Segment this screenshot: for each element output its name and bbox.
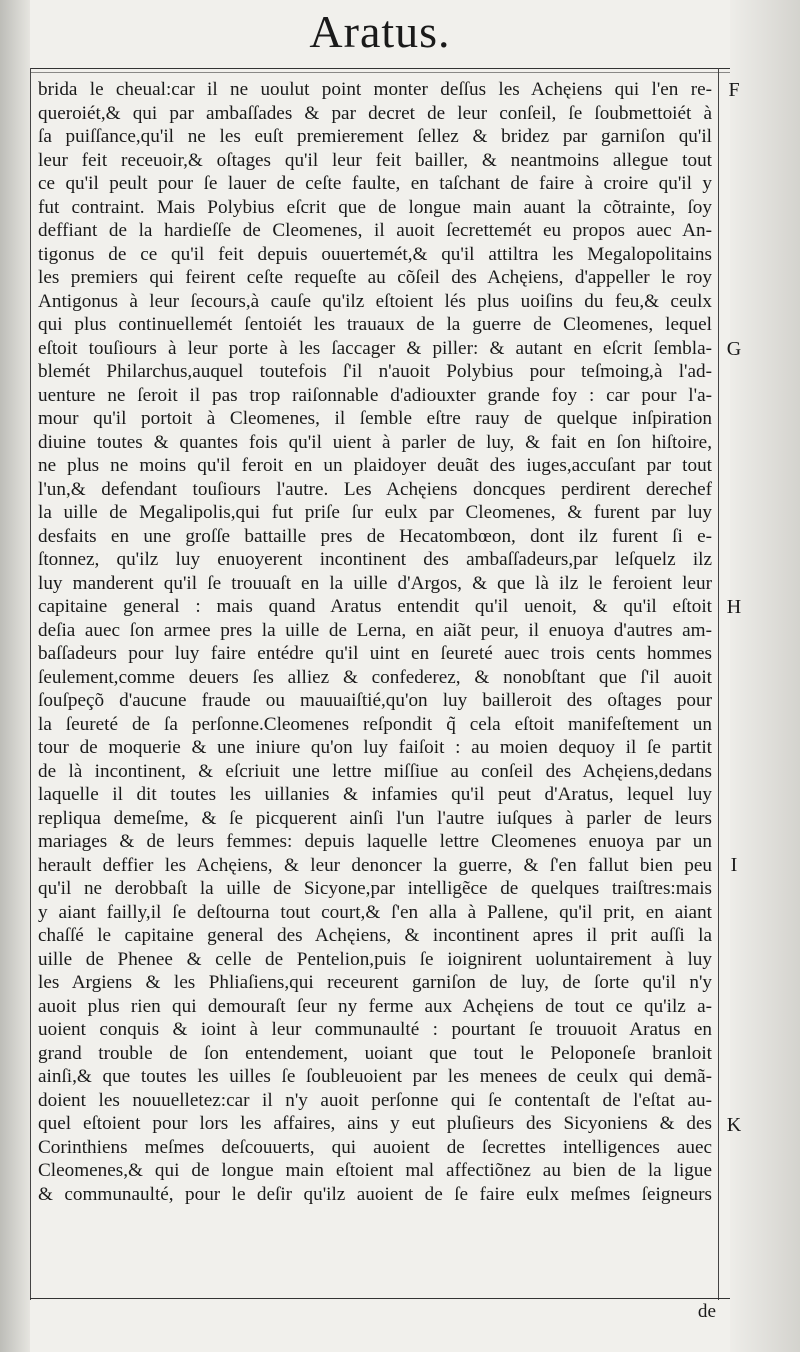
right-margin [730,0,800,1352]
text-line: ſa puiſſance,qu'il ne les euſt premierement ſellez & bridez par garniſon qu'il [38,126,712,147]
text-line: les Argiens & les Phliaſiens,qui receurent garniſon de luy, de ſorte qu'il n'y [38,972,712,993]
text-line: capitaine general : mais quand Aratus entendit qu'il uenoit, & qu'il eſtoit [38,596,712,617]
left-frame-rule [30,68,31,1300]
text-line: uenture ne ſeroit il pas trop raiſonnable d'adiouxter grande foy : car pour l'a- [38,384,712,406]
text-line: l'un,& defendant touſiours l'autre. Les Achęiens doncques perdirent derechef [38,478,712,500]
text-line: y aiant failly,il ſe deſtourna tout court,& ſ'en alla à Pallene, qu'il prit, en aiant [38,901,712,923]
text-line: grand trouble de ſon entendement, uoiant que tout le Peloponeſe branloit [38,1042,712,1064]
margin-letter-h: H [726,596,742,618]
text-line: ainſi,& que toutes les uilles ſe ſoubleuoient par les menees de ceulx qui demã- [38,1066,712,1087]
text-line: deffiant de la hardieſſe de Cleomenes, il auoit ſecrettemét eu propos auec An- [38,220,712,241]
text-line: Cleomenes,& qui de longue main eſtoient mal affectiõnez au bien de la ligue [38,1160,712,1181]
bottom-rule [30,1298,730,1299]
margin-letter-g: G [726,338,742,360]
text-line: qui plus continuellemét ſentoiét les trauaux de la guerre de Cleomenes, lequel [38,314,712,335]
text-line: ce qu'il peult pour ſe lauer de ceſte faulte, en taſchant de faire à croire qu'il y [38,173,712,194]
text-line: baſſadeurs pour luy faire entédre qu'il uint en ſeureté auec trois cents hommes [38,643,712,664]
text-line: tigonus de ce qu'il feit depuis ouuertemét,& qu'il attiltra les Megalopolitains [38,243,712,265]
text-line: eſtoit touſiours à leur porte à les ſaccager & piller: & autant en eſcrit ſembla- [38,337,712,359]
text-line: mour qu'il portoit à Cleomenes, il ſemble eſtre rauy de quelque inſpiration [38,408,712,429]
text-line: herault deffier les Achęiens, & leur denoncer la guerre, & ſ'en fallut bien peu [38,854,712,876]
text-line: ſtonnez, qu'ilz luy enuoyerent incontinent des ambaſſadeurs,par leſquelz ilz [38,549,712,570]
text-line: quel eſtoient pour lors les affaires, ains y eut pluſieurs des Sicyoniens & des [38,1113,712,1134]
text-line: blemét Philarchus,auquel toutefois ſ'il n'auoit Polybius pour teſmoing,à l'ad- [38,361,712,382]
text-line: laquelle il dit toutes les uillanies & infamies qu'il peut d'Aratus, lequel luy [38,784,712,805]
running-title: Aratus. [309,6,451,57]
text-line: deſia auec ſon armee pres la uille de Lerna, en aiãt peur, il enuoya d'autres am- [38,619,712,641]
margin-letter-k: K [726,1114,742,1136]
text-line: ſouſpeçõ d'aucune fraude ou mauuaiſtié,qu'on luy bailleroit des oſtages pour [38,690,712,711]
text-line: mariages & de leurs femmes: depuis laquelle lettre Cleomenes enuoya par un [38,831,712,852]
text-line: repliqua demeſme, & ſe picquerent ainſi l'un l'autre iuſques à parler de leurs [38,807,712,829]
top-rule-secondary [30,72,730,73]
text-line: queroiét,& qui par ambaſſades & par decret de leur conſeil, ſe ſoubmettoiét à [38,102,712,124]
text-line: qu'il ne derobbaſt la uille de Sicyone,par intelligẽce de quelques traiſtres:mais [38,878,712,899]
top-rule [30,68,730,69]
text-line: ſeulement,comme deuers ſes alliez & confederez, & nonobſtant que ſ'il auoit [38,666,712,688]
text-line: luy manderent qu'il ſe trouuaſt en la uille d'Argos, & que là ilz le feroient leur [38,572,712,594]
text-line: Antigonus à leur ſecours,à cauſe qu'ilz eſtoient lés plus uoiſins du feu,& ceulx [38,290,712,312]
text-line: la uille de Megalipolis,qui fut priſe ſur eulx par Cleomenes, & furent par luy [38,502,712,523]
text-line: ne plus ne moins qu'il feroit en un plaidoyer deuãt des iuges,accuſant par tout [38,455,712,476]
text-line: fut contraint. Mais Polybius eſcrit que de longue main auant la cõtrainte, ſoy [38,196,712,218]
text-line: auoit plus rien qui demouraſt ſeur ny ferme aux Achęiens de tout ce qu'ilz a- [38,995,712,1017]
text-line: de là incontinent, & eſcriuit une lettre miſſiue au conſeil des Achęiens,dedans [38,760,712,782]
text-line: diuine toutes & quantes fois qu'il uient à parler de luy, & fait en ſon hiſtoire, [38,431,712,453]
page-header [0,0,800,70]
text-line: & communaulté, pour le deſir qu'ilz auoient de ſe faire eulx meſmes ſeigneurs [38,1183,712,1205]
catchword: de [697,1301,716,1322]
text-line: leur feit receuoir,& oſtages qu'il leur feit bailler, & neantmoins allegue tout [38,149,712,171]
margin-letter-i: I [730,854,738,876]
left-binding-shadow [0,0,30,1352]
text-line: uoient conquis & ioint à leur communaulté : pourtant ſe trouuoit Aratus en [38,1019,712,1040]
text-line: desfaits en une groſſe battaille pres de Hecatombœon, dont ilz furent ſi e- [38,525,712,547]
text-line: chaſſé le capitaine general des Achęiens, & incontinent apres il prit auſſi la [38,925,712,946]
text-line: tour de moquerie & une iniure qu'on luy faiſoit : au moien dequoy il ſe partit [38,737,712,758]
text-line: les premiers qui feirent ceſte requeſte au cõſeil des Achęiens, d'appeller le roy [38,267,712,288]
body-text [38,78,712,1206]
margin-letter-f: F [728,79,740,101]
text-line: brida le cheual:car il ne uoulut point monter deſſus les Achęiens qui l'en re- [38,79,712,100]
right-frame-rule [718,68,719,1300]
text-line: Corinthiens meſmes deſcouuerts, qui auoient de ſecrettes intelligences auec [38,1136,712,1158]
text-line: doient les nouuelletez:car il n'y auoit perſonne qui ſe contentaſt de l'eſtat au- [38,1089,712,1111]
text-line: uille de Phenee & celle de Pentelion,puis ſe ioignirent uoluntairement à luy [38,948,712,970]
text-line: la ſeureté de ſa perſonne.Cleomenes reſpondit q̃ cela eſtoit manifeſtement un [38,713,712,735]
